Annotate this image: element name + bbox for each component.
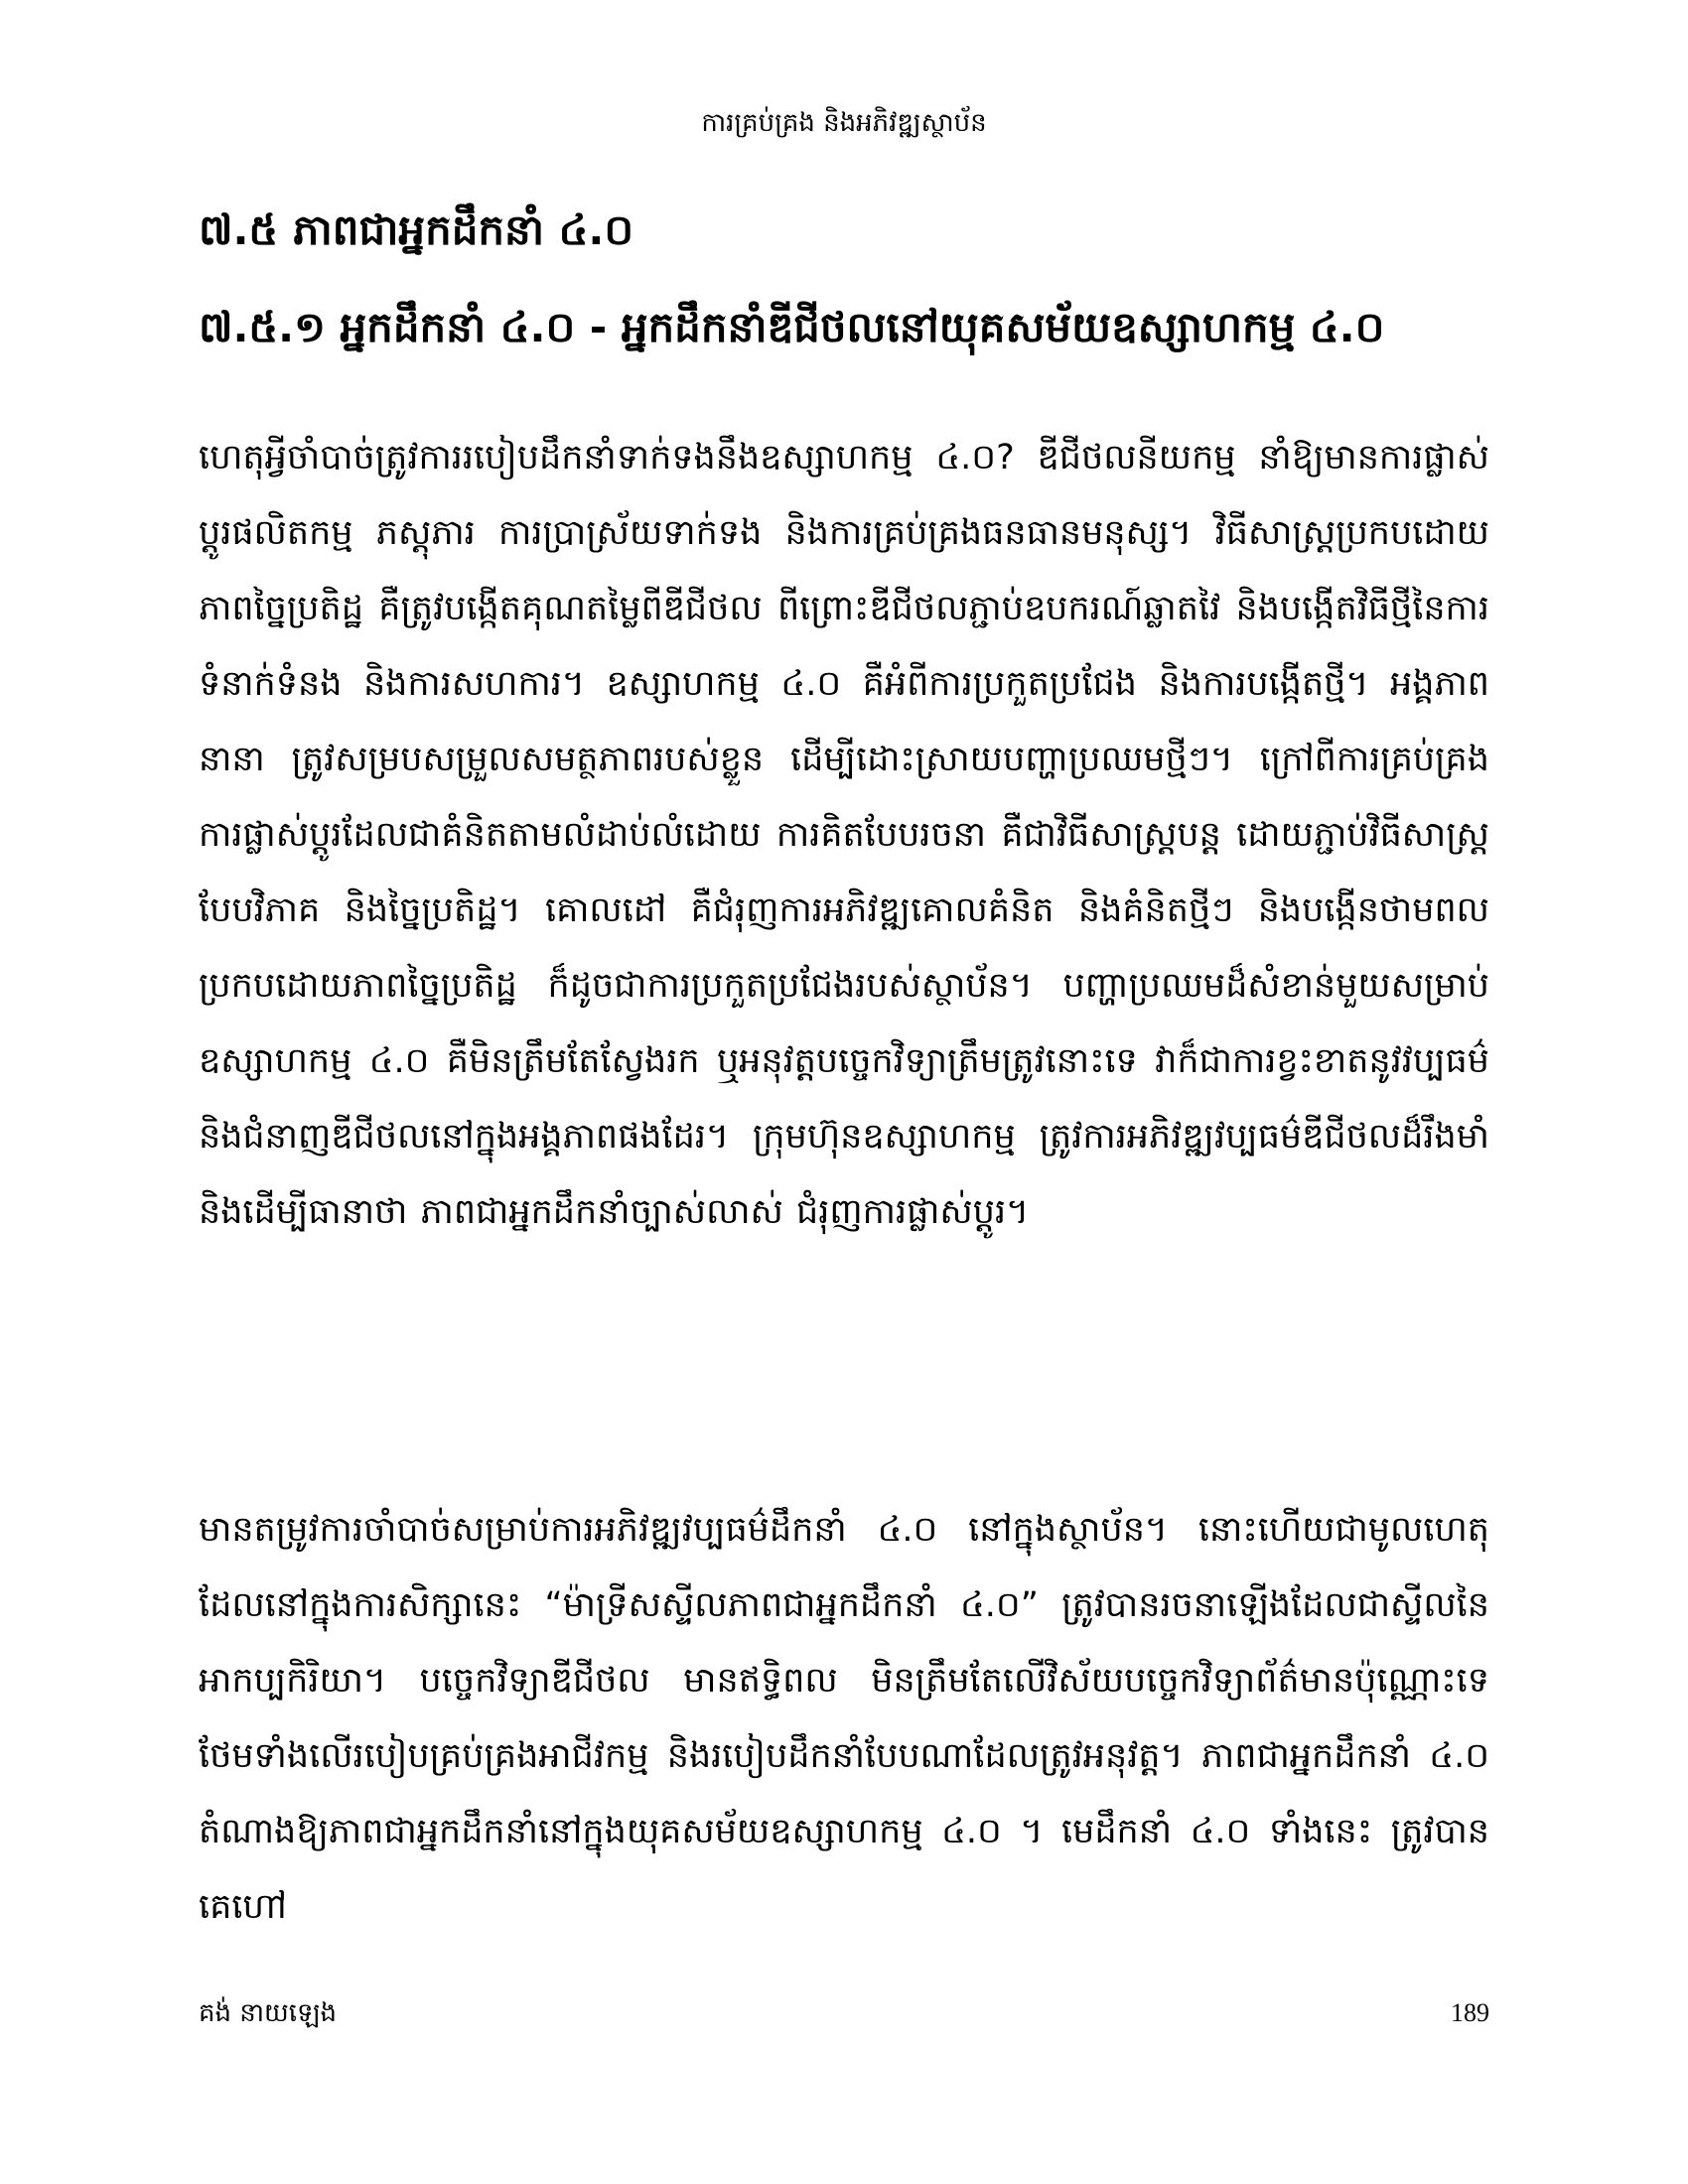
section-heading-main: ៧.៥ ភាពជាអ្នកដឹកនាំ ៤.០ [199, 205, 634, 254]
page-number: 189 [1451, 1998, 1489, 2027]
running-header: ការគ្រប់គ្រង និងអភិវឌ្ឍស្ថាប័ន [701, 108, 987, 138]
body-paragraph-1: ហេតុអ្វីចាំបាច់ត្រូវការរបៀបដឹកនាំទាក់ទងនឹងឧស្សាហកម្ម ៤.០? ឌីជីថលនីយកម្ម នាំឱ្យមានការផ្លាស់ប្តូរផលិតកម្ម ភស្តុភារ ការប្រាស្រ័យទាក់ទង និងការគ្រប់គ្រងធនធានមនុស្ស។ វិធីសាស្ត្រប្រកបដោយភាពច្នៃប្រតិដ្ឋ គឺត្រូវបង្កើតគុណតម្លៃពីឌីជីថល ពីព្រោះឌីជីថលភ្ជាប់ឧបករណ៍ឆ្លាតវៃ និងបង្កើតវិធីថ្មីនៃការទំនាក់ទំនង និងការសហការ។ ឧស្សាហកម្ម ៤.០ គឺអំពីការប្រកួតប្រជែង និងការបង្កើតថ្មី។ អង្គភាពនានា ត្រូវសម្របសម្រួលសមត្ថភាពរបស់ខ្លួន ដើម្បីដោះស្រាយបញ្ហាប្រឈមថ្មីៗ។ ក្រៅពីការគ្រប់គ្រងការផ្លាស់ប្តូរដែលជាគំនិតតាមលំដាប់លំដោយ ការគិតបែបរចនា គឺជាវិធីសាស្ត្របន្ត ដោយភ្ជាប់វិធីសាស្ត្របែបវិភាគ និងច្នៃប្រតិដ្ឋ។ គោលដៅ គឺជំរុញការអភិវឌ្ឍគោលគំនិត និងគំនិតថ្មីៗ និងបង្កើនថាមពលប្រកបដោយភាពច្នៃប្រតិដ្ឋ ក៏ដូចជាការប្រកួតប្រជែងរបស់ស្ថាប័ន។ បញ្ហាប្រឈមដ៏សំខាន់មួយសម្រាប់ឧស្សាហកម្ម ៤.០ គឺមិនត្រឹមតែស្វែងរក ឬអនុវត្តបច្ចេកវិទ្យាត្រឹមត្រូវនោះទេ វាក៏ជាការខ្វះខាតនូវវប្បធម៌ និងជំនាញឌីជីថលនៅក្នុងអង្គភាពផងដែរ។ ក្រុមហ៊ុនឧស្សាហកម្ម ត្រូវការអភិវឌ្ឍវប្បធម៌ឌីជីថលដ៏រឹងមាំ និងដើម្បីធានាថា ភាពជាអ្នកដឹកនាំច្បាស់លាស់ ជំរុញការផ្លាស់ប្តូរ។ [199, 438, 1489, 1232]
section-heading-sub: ៧.៥.១ អ្នកដឹកនាំ ៤.០ - អ្នកដឹកនាំឌីជីថលនៅយុគសម័យឧស្សាហកម្ម ៤.០ [199, 303, 1385, 351]
body-paragraph-2: មានតម្រូវការចាំបាច់សម្រាប់ការអភិវឌ្ឍវប្បធម៌ដឹកនាំ ៤.០ នៅក្នុងស្ថាប័ន។ នោះហើយជាមូលហេតុដែលនៅក្នុងការសិក្សានេះ “ម៉ាទ្រីសស្ទីលភាពជាអ្នកដឹកនាំ ៤.០” ត្រូវបានរចនាឡើងដែលជាស្ទីលនៃអាកប្បកិរិយា។ បច្ចេកវិទ្យាឌីជីថល មានឥទ្ធិពល មិនត្រឹមតែលើវិស័យបច្ចេកវិទ្យាព័ត៌មានប៉ុណ្ណោះទេ ថែមទាំងលើរបៀបគ្រប់គ្រងអាជីវកម្ម និងរបៀបដឹកនាំបែបណាដែលត្រូវអនុវត្ត។ ភាពជាអ្នកដឹកនាំ ៤.០ តំណាងឱ្យភាពជាអ្នកដឹកនាំនៅក្នុងយុគសម័យឧស្សាហកម្ម ៤.០ ។ មេដឹកនាំ ៤.០ ទាំងនេះ ត្រូវបានគេហៅ [199, 1510, 1489, 1927]
footer-author: គង់ នាយឡេង [199, 1998, 338, 2028]
